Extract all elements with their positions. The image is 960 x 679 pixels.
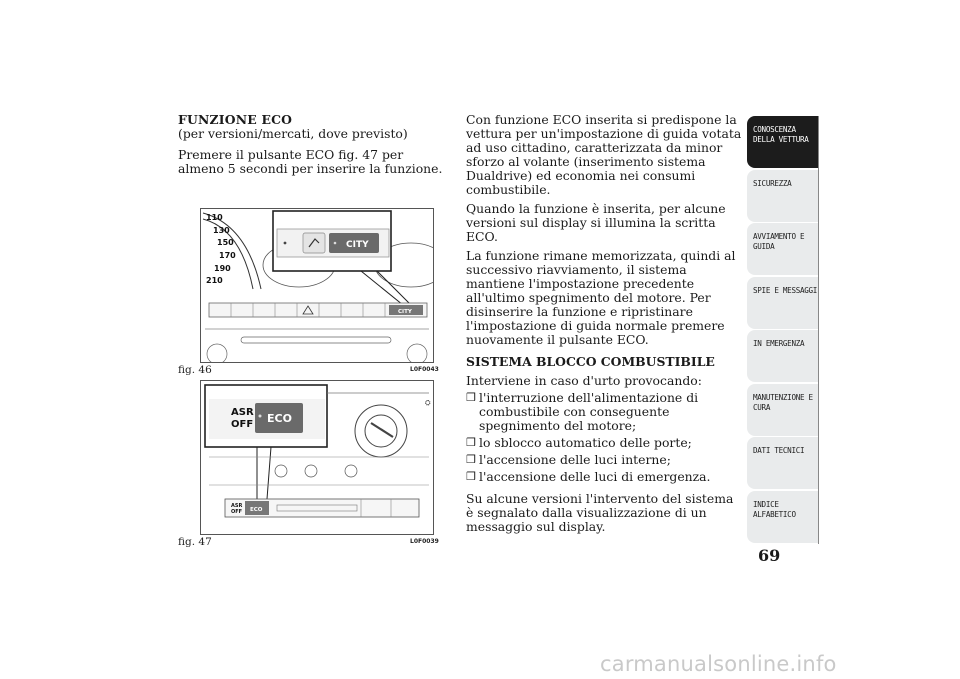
tab-dati-tecnici[interactable]: DATI TECNICI (747, 437, 818, 489)
tab-spie-e-messaggi[interactable]: SPIE E MESSAGGI (747, 277, 818, 329)
eco-description: Con funzione ECO inserita si predispone la vettura per un'impostazione di guida votata ad uso cittadino, caratterizzata da minor sforzo al volante (inserimento sistema Dualdrive) ed economia nei consumi combustibile. (466, 112, 742, 197)
eco-button-label: ECO (267, 412, 292, 425)
figure-47-caption: fig. 47 (178, 536, 212, 548)
checkbox-bullet-icon: ❒ (466, 470, 476, 483)
section-heading-eco: FUNZIONE ECO (178, 112, 293, 127)
checkbox-bullet-icon: ❒ (466, 391, 476, 404)
figure-46-illustration (200, 208, 434, 363)
speed-label-190: 190 (214, 264, 231, 273)
speed-label-130: 130 (213, 226, 230, 235)
svg-text:⛭: ⛭ (425, 399, 431, 407)
climate-panel-illustration-47 (201, 381, 433, 534)
list-item: ❒ l'accensione delle luci interne; (466, 452, 671, 467)
watermark: carmanualsonline.info (600, 652, 837, 676)
figure-46-code: L0F0043 (410, 366, 439, 373)
tab-conoscenza-della-vettura[interactable]: CONOSCENZA DELLA VETTURA (747, 116, 818, 168)
eco-display-note: Quando la funzione è inserita, per alcune versioni sul display si illumina la scritta ECO. (466, 201, 726, 244)
list-item: ❒ l'accensione delle luci di emergenza. (466, 469, 711, 484)
small-asr-line1: ASR (231, 503, 243, 509)
chapter-tabs (747, 116, 818, 544)
eco-memory-note: La funzione rimane memorizzata, quindi al successivo riavviamento, il sistema mantiene l'impostazione precedente all'ultimo spegnimento del motore. Per disinserire la funzione e ripristinare l'impostazione di guida normale premere nuovamente il pulsante ECO. (466, 248, 736, 347)
asr-label-line1: ASR (231, 407, 254, 418)
tab-manutenzione-e-cura[interactable]: MANUTENZIONE E CURA (747, 384, 818, 436)
tabs-divider (818, 116, 819, 544)
list-item: ❒ lo sblocco automatico delle porte; (466, 435, 692, 450)
tab-sicurezza[interactable]: SICUREZZA (747, 170, 818, 222)
fuel-cutoff-list (466, 391, 742, 484)
left-column (178, 113, 448, 181)
eco-instruction: Premere il pulsante ECO fig. 47 per almeno 5 secondi per inserire la funzione. (178, 147, 443, 176)
tab-avviamento-e-guida[interactable]: AVVIAMENTO E GUIDA (747, 223, 818, 275)
fuel-cutoff-display-note: Su alcune versioni l'intervento del sistema è segnalato dalla visualizzazione di un messaggio sul display. (466, 491, 734, 534)
list-item: ❒ l'interruzione dell'alimentazione di combustibile con conseguente spegnimento del motore; (466, 390, 699, 433)
checkbox-bullet-icon: ❒ (466, 453, 476, 466)
city-small-label: CITY (398, 309, 412, 315)
speed-label-170: 170 (219, 251, 236, 260)
speed-label-150: 150 (217, 238, 234, 247)
figure-47-code: L0F0039 (410, 538, 439, 545)
tab-indice-alfabetico[interactable]: INDICE ALFABETICO (747, 491, 818, 543)
speed-label-110: 110 (206, 213, 223, 222)
small-asr-line2: OFF (231, 509, 243, 515)
fuel-cutoff-intro: Interviene in caso d'urto provocando: (466, 373, 702, 388)
section-subheading: (per versioni/mercati, dove previsto) (178, 126, 408, 141)
page-number: 69 (758, 546, 781, 565)
figure-46-caption: fig. 46 (178, 364, 212, 376)
checkbox-bullet-icon: ❒ (466, 436, 476, 449)
dashboard-illustration-46 (201, 209, 433, 362)
section-heading-fuel-cutoff: SISTEMA BLOCCO COMBUSTIBILE (466, 354, 715, 369)
asr-label-line2: OFF (231, 419, 254, 430)
tab-in-emergenza[interactable]: IN EMERGENZA (747, 330, 818, 382)
figure-47-illustration (200, 380, 434, 535)
small-eco-label: ECO (250, 507, 263, 513)
city-button-label: CITY (346, 240, 369, 250)
speed-label-210: 210 (206, 276, 223, 285)
right-column (466, 113, 742, 539)
